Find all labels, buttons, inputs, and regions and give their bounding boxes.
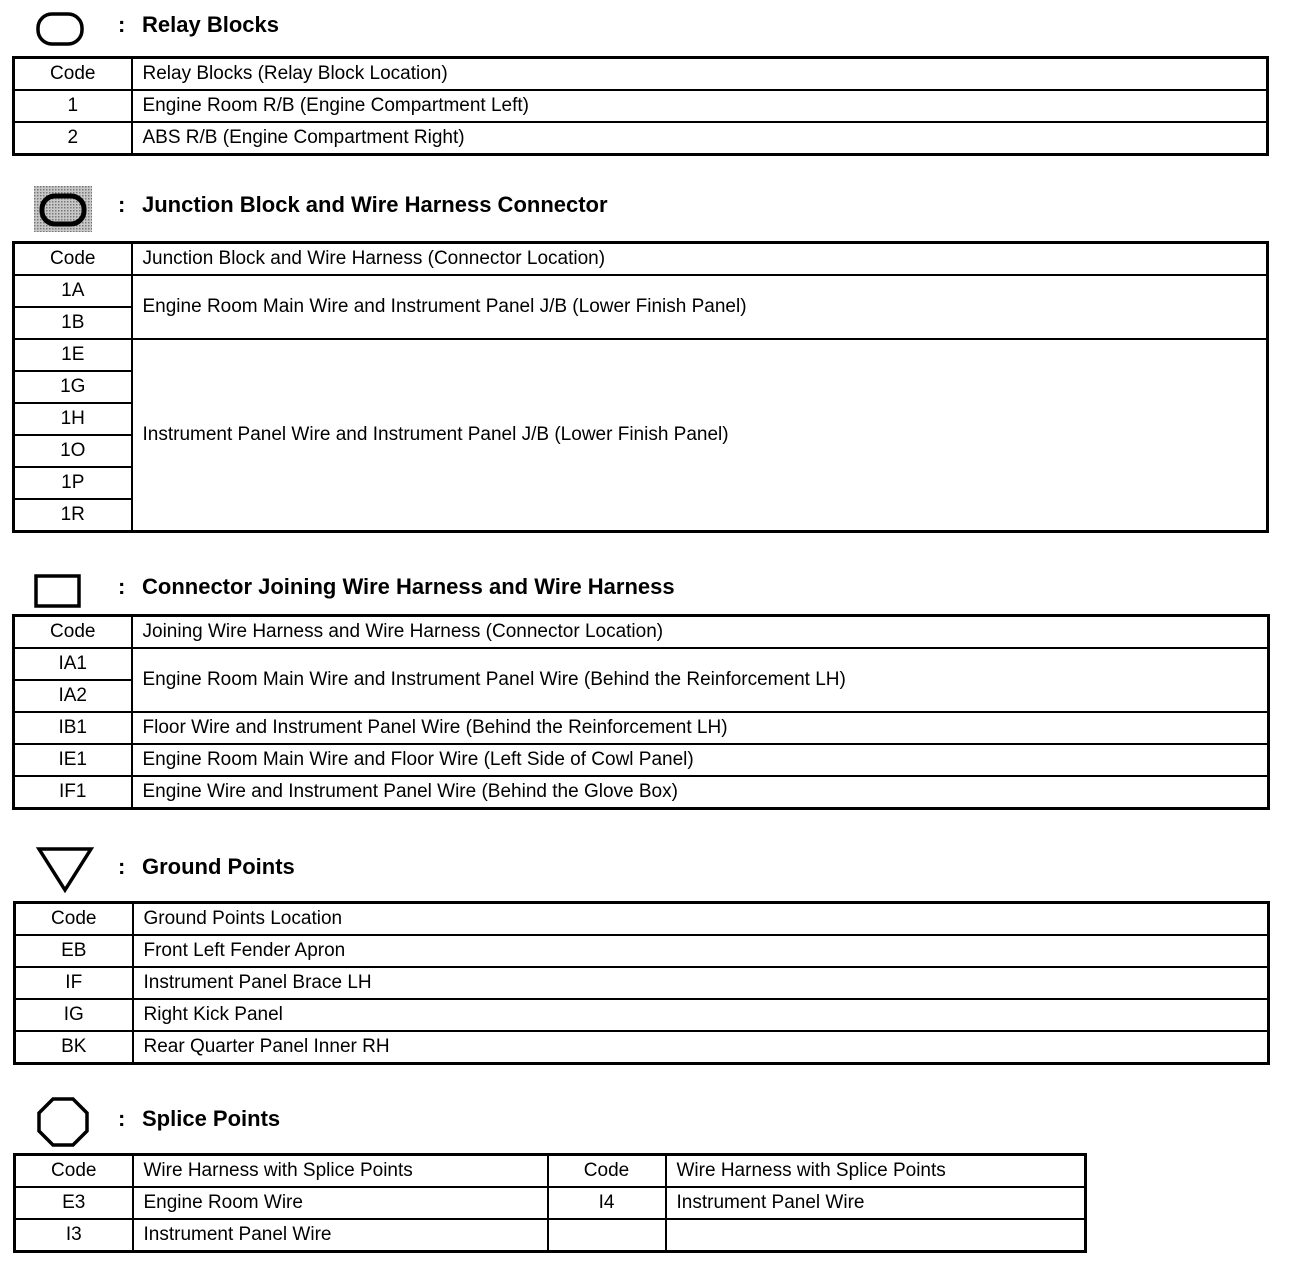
junction-block-heading	[0, 186, 900, 236]
header-code-2: Code	[548, 1155, 666, 1188]
row-code: EB	[15, 935, 133, 967]
row-code: IF1	[14, 776, 132, 809]
junction-block-table	[12, 241, 1269, 533]
table-row	[14, 339, 1268, 371]
splice-points-heading	[0, 1096, 700, 1146]
row-desc: Engine Room Wire	[133, 1187, 548, 1219]
row-code: IE1	[14, 744, 132, 776]
colon: :	[118, 1106, 126, 1131]
row-desc: Engine Room R/B (Engine Compartment Left)	[132, 90, 1268, 122]
row-code: IF	[15, 967, 133, 999]
row-code: 1E	[14, 339, 132, 371]
table-header-row	[14, 616, 1269, 649]
row-desc: ABS R/B (Engine Compartment Right)	[132, 122, 1268, 155]
relay-blocks-heading	[0, 6, 700, 56]
row-desc: Instrument Panel Wire and Instrument Panel J/B (Lower Finish Panel)	[132, 339, 1268, 532]
connector-heading	[0, 568, 900, 618]
row-desc: Engine Wire and Instrument Panel Wire (Behind the Glove Box)	[132, 776, 1269, 809]
row-code: 1B	[14, 307, 132, 339]
octagon-icon	[36, 1096, 90, 1153]
section-title: Junction Block and Wire Harness Connector	[142, 192, 608, 217]
section-title: Relay Blocks	[142, 12, 279, 37]
row-code: BK	[15, 1031, 133, 1064]
row-code: 1P	[14, 467, 132, 499]
row-code: IA2	[14, 680, 132, 712]
table-row	[15, 967, 1269, 999]
row-code: 1	[14, 90, 132, 122]
row-desc: Rear Quarter Panel Inner RH	[133, 1031, 1269, 1064]
colon: :	[118, 574, 126, 599]
row-desc: Engine Room Main Wire and Instrument Panel J/B (Lower Finish Panel)	[132, 275, 1268, 339]
row-desc: Engine Room Main Wire and Floor Wire (Left Side of Cowl Panel)	[132, 744, 1269, 776]
header-code: Code	[15, 1155, 133, 1188]
section-title: Connector Joining Wire Harness and Wire Harness	[142, 574, 675, 599]
table-row	[15, 1219, 1086, 1252]
header-code: Code	[14, 616, 132, 649]
colon: :	[118, 854, 126, 879]
table-row	[14, 275, 1268, 307]
table-header-row	[14, 58, 1268, 91]
row-desc: Engine Room Main Wire and Instrument Panel Wire (Behind the Reinforcement LH)	[132, 648, 1269, 712]
table-row	[14, 648, 1269, 680]
colon: :	[118, 12, 126, 37]
row-code: 1H	[14, 403, 132, 435]
row-code: IG	[15, 999, 133, 1031]
row-code: 2	[14, 122, 132, 155]
down-triangle-icon	[36, 846, 94, 899]
rounded-rect-outline-icon	[36, 12, 84, 51]
row-code: IA1	[14, 648, 132, 680]
row-code: E3	[15, 1187, 133, 1219]
splice-points-table	[13, 1153, 1087, 1253]
header-desc-2: Wire Harness with Splice Points	[666, 1155, 1086, 1188]
table-header-row	[15, 1155, 1086, 1188]
row-code: 1A	[14, 275, 132, 307]
table-header-row	[14, 243, 1268, 276]
row-desc: Floor Wire and Instrument Panel Wire (Behind the Reinforcement LH)	[132, 712, 1269, 744]
table-row	[14, 744, 1269, 776]
ground-points-heading	[0, 846, 700, 896]
ground-points-table	[13, 901, 1270, 1065]
row-desc: Front Left Fender Apron	[133, 935, 1269, 967]
row-desc-2: Instrument Panel Wire	[666, 1187, 1086, 1219]
header-desc: Wire Harness with Splice Points	[133, 1155, 548, 1188]
table-row	[14, 90, 1268, 122]
connector-table	[12, 614, 1270, 810]
colon: :	[118, 192, 126, 217]
rectangle-outline-icon	[34, 574, 82, 613]
header-code: Code	[14, 58, 132, 91]
row-desc: Right Kick Panel	[133, 999, 1269, 1031]
table-row	[15, 999, 1269, 1031]
row-desc: Instrument Panel Brace LH	[133, 967, 1269, 999]
row-code: 1G	[14, 371, 132, 403]
table-row	[14, 122, 1268, 155]
row-code-2: I4	[548, 1187, 666, 1219]
table-row	[14, 712, 1269, 744]
header-code: Code	[14, 243, 132, 276]
shaded-rounded-rect-icon	[34, 186, 92, 237]
row-code: I3	[15, 1219, 133, 1252]
row-desc-2	[666, 1219, 1086, 1252]
row-code: 1O	[14, 435, 132, 467]
row-code: 1R	[14, 499, 132, 532]
table-row	[15, 1031, 1269, 1064]
row-code: IB1	[14, 712, 132, 744]
table-row	[15, 935, 1269, 967]
table-header-row	[15, 903, 1269, 936]
header-desc: Relay Blocks (Relay Block Location)	[132, 58, 1268, 91]
row-desc: Instrument Panel Wire	[133, 1219, 548, 1252]
section-title: Splice Points	[142, 1106, 281, 1131]
header-desc: Joining Wire Harness and Wire Harness (Connector Location)	[132, 616, 1269, 649]
header-desc: Junction Block and Wire Harness (Connector Location)	[132, 243, 1268, 276]
header-code: Code	[15, 903, 133, 936]
table-row	[15, 1187, 1086, 1219]
header-desc: Ground Points Location	[133, 903, 1269, 936]
relay-blocks-table	[12, 56, 1269, 156]
row-code-2	[548, 1219, 666, 1252]
table-row	[14, 776, 1269, 809]
section-title: Ground Points	[142, 854, 295, 879]
